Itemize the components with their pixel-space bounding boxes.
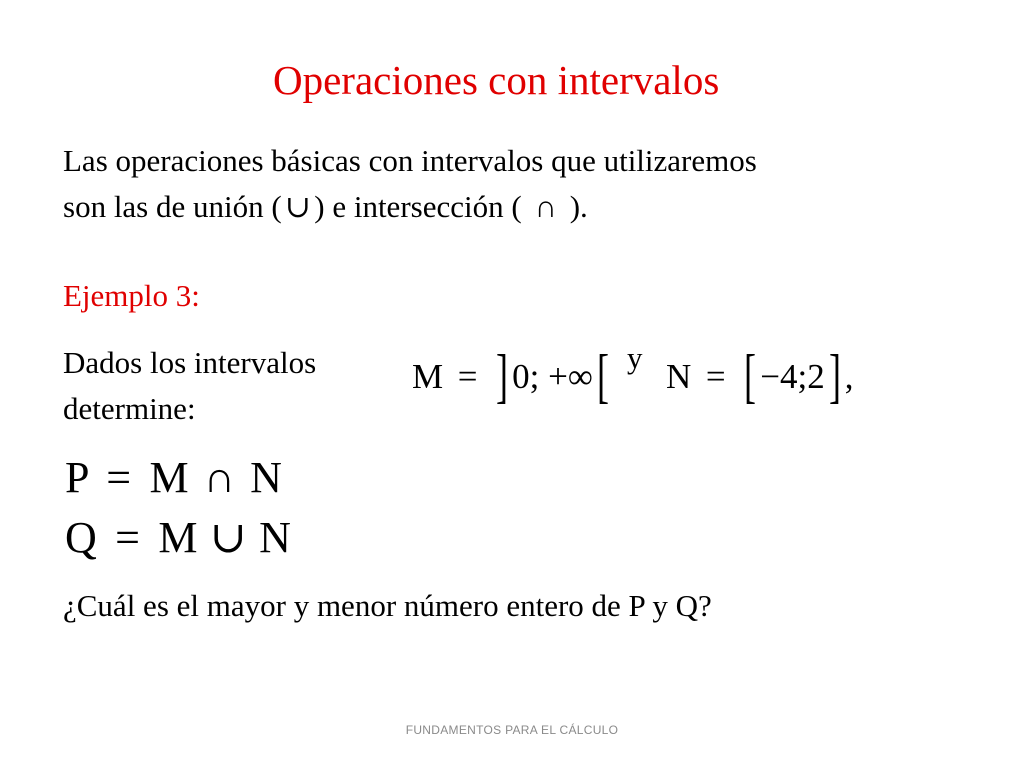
interval-n-lower: −4	[760, 357, 798, 396]
intro-line-2-end: ).	[569, 189, 588, 224]
interval-n-equals: =	[705, 357, 726, 396]
example-label: Ejemplo 3:	[63, 278, 200, 313]
interval-m-lower: 0	[512, 357, 530, 396]
interval-n-separator: ;	[797, 357, 808, 396]
set-q-name: Q	[65, 513, 97, 562]
given-line-1: Dados los intervalos	[63, 345, 317, 380]
set-q-union-operator: ∪	[209, 513, 247, 562]
slide-footer: FUNDAMENTOS PARA EL CÁLCULO	[405, 723, 619, 737]
question-text: ¿Cuál es el mayor y menor número entero de P y Q?	[63, 588, 712, 623]
interval-m-name: M	[412, 357, 444, 396]
set-q-right: N	[259, 513, 291, 562]
set-p-equals: =	[106, 453, 132, 502]
union-symbol: ∪	[284, 189, 311, 224]
interval-m-separator: ;	[529, 357, 540, 396]
set-p-formula	[65, 452, 282, 503]
intro-line-2	[63, 184, 757, 230]
set-p-left: M	[149, 453, 189, 502]
interval-n-upper: 2	[807, 357, 825, 396]
interval-m-equals: =	[457, 357, 478, 396]
set-q-equals: =	[115, 513, 140, 562]
slide-title: Operaciones con intervalos	[273, 57, 720, 103]
intro-line-1: Las operaciones básicas con intervalos que utilizaremos	[63, 143, 757, 178]
interval-n-name: N	[666, 357, 692, 396]
interval-m-formula	[412, 342, 613, 411]
interval-n-trailing: ,	[844, 357, 854, 396]
connector-y: y	[627, 340, 643, 375]
set-p-name: P	[65, 453, 88, 502]
given-line-2: determine:	[63, 391, 196, 426]
intro-paragraph	[63, 138, 757, 230]
set-p-intersection-operator: ∩	[203, 453, 236, 502]
intro-line-2-mid: ) e intersección (	[314, 189, 522, 224]
set-q-formula	[65, 512, 291, 563]
interval-n-open-bracket: [	[744, 343, 757, 409]
set-q-left: M	[158, 513, 198, 562]
intro-line-2-start: son las de unión (	[63, 189, 282, 224]
interval-m-open-bracket: ]	[496, 343, 509, 409]
given-text	[63, 340, 316, 432]
interval-m-upper: +∞	[548, 357, 593, 396]
intersection-symbol: ∩	[534, 189, 557, 224]
interval-n-close-bracket: ]	[828, 343, 841, 409]
interval-m-close-bracket: [	[596, 343, 609, 409]
interval-n-formula	[666, 342, 853, 411]
set-p-right: N	[250, 453, 282, 502]
